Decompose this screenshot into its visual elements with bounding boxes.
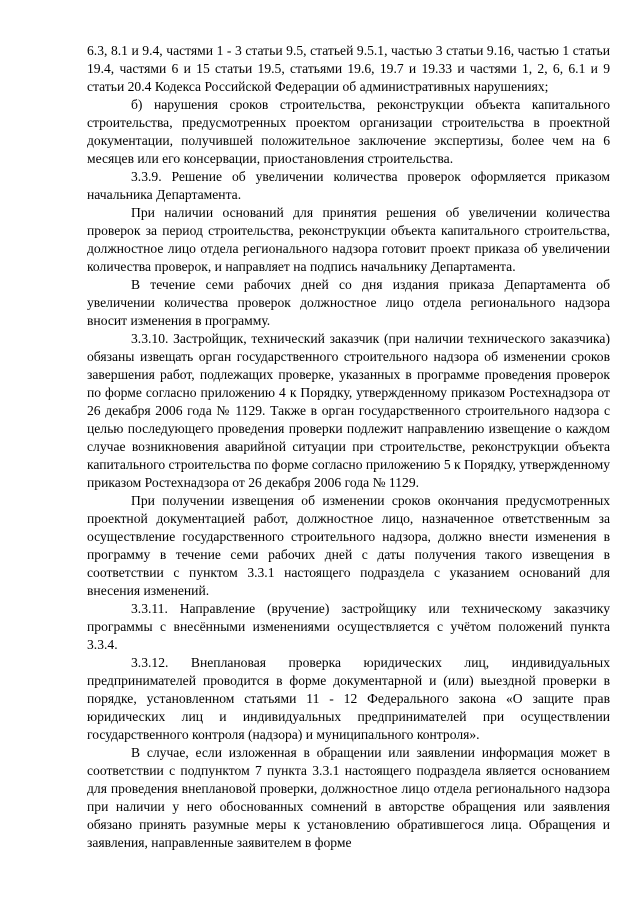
paragraph-item-b: б) нарушения сроков строительства, реконструкции объекта капитального строительства, предусмотренных проектом организации строительства в проектной документации, получившей положительное заключение экспертизы, более чем на 6 месяцев или его консервации, приостановления строительства. [87,97,610,166]
paragraph-notice-received: При получении извещения об изменении сроков окончания предусмотренных проектной документацией работ, должностное лицо, назначенное ответственным за осуществление государственного строительного надзора, должно внести изменения в программу в течение семи рабочих дней с даты получения такого извещения в соответствии с пунктом 3.3.1 настоящего подраздела с указанием оснований для внесения изменений. [87,493,610,598]
document-body [87,42,610,852]
paragraph-seven-days: В течение семи рабочих дней со дня издания приказа Департамента об увеличении количества проверок должностное лицо отдела регионального надзора вносит изменения в программу. [87,277,610,328]
paragraph-3-3-9: 3.3.9. Решение об увеличении количества проверок оформляется приказом начальника Департамента. [87,169,610,202]
paragraph-appeal-case: В случае, если изложенная в обращении или заявлении информация может в соответствии с подпунктом 7 пункта 3.3.1 настоящего подраздела является основанием для проведения внеплановой проверки, должностное лицо отдела регионального надзора при наличии у него обоснованных сомнений в авторстве обращения или заявления обязано принять разумные меры к установлению обратившегося лица. Обращения и заявления, направленные заявителем в форме [87,745,610,850]
paragraph-increase-grounds: При наличии оснований для принятия решения об увеличении количества проверок за период строительства, реконструкции объекта капитального строительства, должностное лицо отдела регионального надзора готовит проект приказа об увеличении количества проверок, и направляет на подпись начальнику Департамента. [87,205,610,274]
paragraph-3-3-12: 3.3.12. Внеплановая проверка юридических лиц, индивидуальных предпринимателей проводится в форме документарной и (или) выездной проверки в порядке, установленном статьями 11 - 12 Федерального закона «О защите прав юридических лиц и индивидуальных предпринимателей при осуществлении государственного контроля (надзора) и муниципального контроля». [87,655,610,742]
paragraph-3-3-11: 3.3.11. Направление (вручение) застройщику или техническому заказчику программы с внесёнными изменениями осуществляется с учётом положений пункта 3.3.4. [87,601,610,652]
paragraph-continuation: 6.3, 8.1 и 9.4, частями 1 - 3 статьи 9.5, статьей 9.5.1, частью 3 статьи 9.16, частью 1 статьи 19.4, частями 6 и 15 статьи 19.5, статьями 19.6, 19.7 и 19.33 и частями 1, 2, 6, 6.1 и 9 статьи 20.4 Кодекса Российской Федерации об административных нарушениях; [87,43,610,94]
paragraph-3-3-10: 3.3.10. Застройщик, технический заказчик (при наличии технического заказчика) обязаны извещать орган государственного строительного надзора об изменении сроков завершения работ, подлежащих проверке, указанных в программе проведения проверок по форме согласно приложению 4 к Порядку, утвержденному приказом Ростехнадзора от 26 декабря 2006 года № 1129. Также в орган государственного строительного надзора с целью последующего проведения проверки подлежит направлению извещение о каждом случае возникновения аварийной ситуации при строительстве, реконструкции объекта капитального строительства по форме согласно приложению 5 к Порядку, утвержденному приказом Ростехнадзора от 26 декабря 2006 года № 1129. [87,331,610,490]
